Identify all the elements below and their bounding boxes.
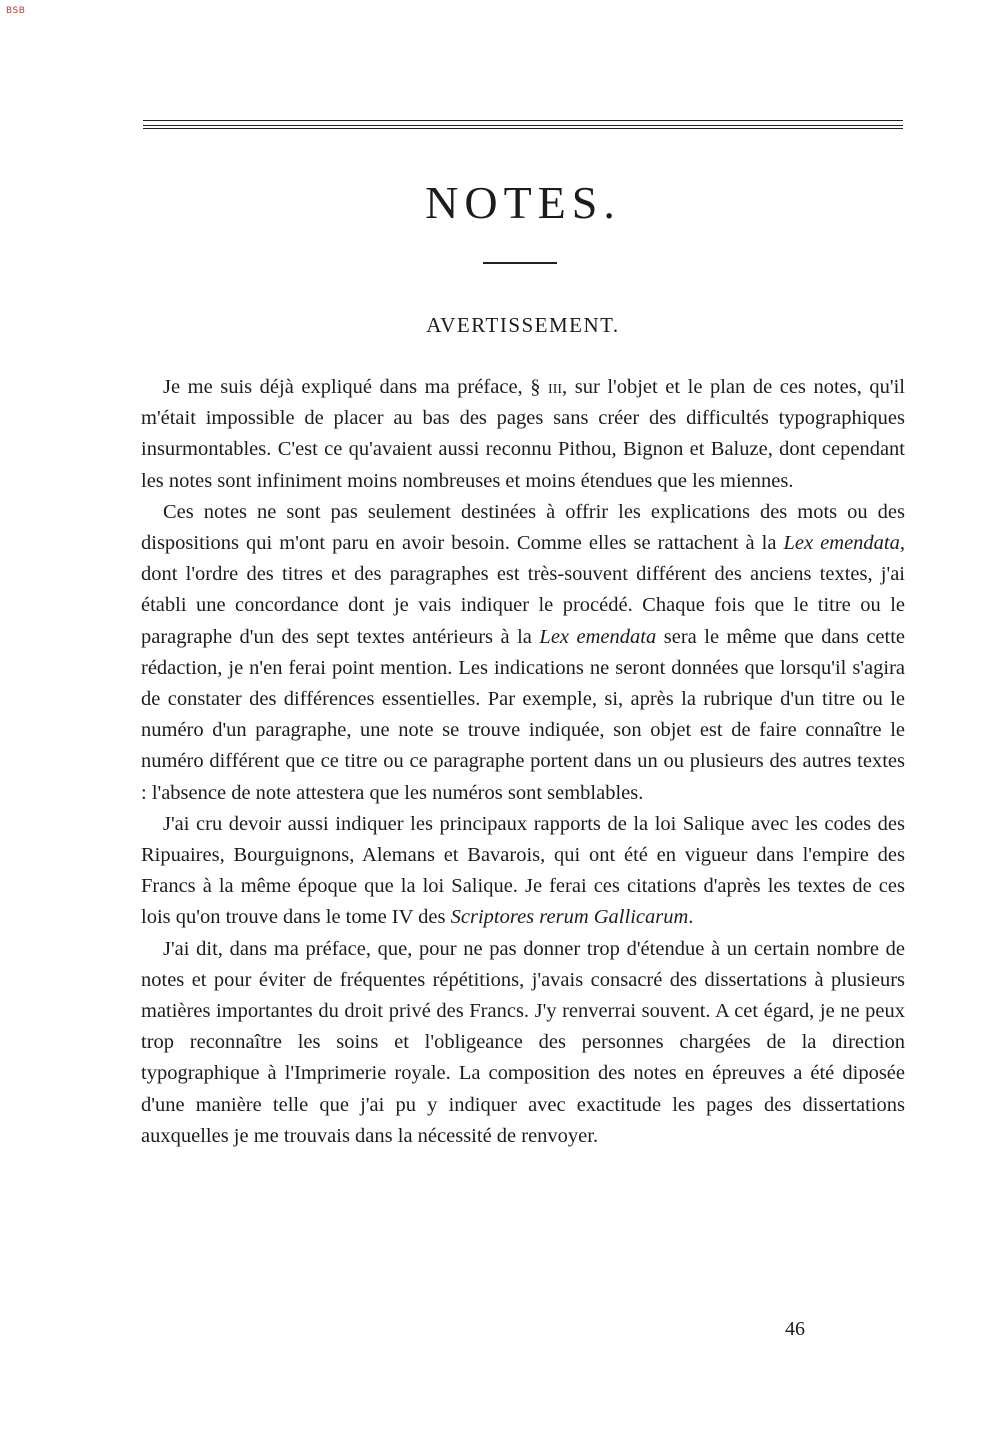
roman-numeral: iii — [548, 376, 563, 398]
text-run: J'ai dit, dans ma préface, que, pour ne pas donner trop d'étendue à un certain nombre de notes et pour éviter de fréquentes répétitions, j'avais consacré des dissertations à plusieurs matières importantes du droit privé des Francs. J'y renverrai souvent. A cet égard, je ne peux trop reconnaître les soins et l'obligeance des personnes chargées de la direction typographique à l'Imprimerie royale. La composition des notes en épreuves a été diposée d'une manière telle que j'ai pu y indiquer avec exactitude les pages des dissertations auxquelles je me trouvais dans la nécessité de renvoyer. — [141, 937, 905, 1147]
italic-title: Scriptores rerum Gallicarum — [450, 906, 689, 929]
text-run: . — [688, 906, 694, 929]
paragraph-3 — [141, 809, 905, 934]
title-rule — [483, 262, 557, 264]
page-number: 46 — [785, 1318, 805, 1340]
paragraph-2 — [141, 497, 905, 809]
top-rule-double — [143, 125, 903, 126]
italic-term: Lex emendata — [539, 625, 657, 648]
text-run: sera le même que dans cette rédaction, je n'en ferai point mention. Les indications ne seront données que lorsqu'il s'agira de constater des différences essentielles. Par exemple, si, après la rubrique d'un titre ou le numéro d'un paragraphe, une note se trouve indiquée, son objet est de faire connaître le numéro différent que ce titre ou ce paragraphe portent dans un ou plusieurs des autres textes : l'absence de note attestera que les numéros sont semblables. — [141, 625, 906, 804]
text-run: , sur l'objet et le plan de ces notes, qu'il m'était impossible de placer au bas des pages sans créer des difficultés typographiques insurmontables. C'est ce qu'avaient aussi reconnu Pithou, Bignon et Baluze, dont cependant les notes sont infiniment moins nombreuses et moins étendues que les miennes. — [141, 376, 905, 492]
text-run: Ces notes ne sont pas seulement destinées à offrir les explications des mots ou des dispositions qui m'ont paru en avoir besoin. Comme elles se rattachent à la — [141, 500, 905, 555]
paragraph-1 — [141, 372, 905, 497]
text-run: J'ai cru devoir aussi indiquer les principaux rapports de la loi Salique avec les codes des Ripuaires, Bourguignons, Alemans et Bavarois, qui ont été en vigueur dans l'empire des Francs à la même époque que la loi Salique. Je ferai ces citations d'après les textes de ces lois qu'on trouve dans le tome IV des — [141, 812, 905, 929]
page-title: NOTES. — [425, 177, 621, 228]
italic-term: Lex emendata, — [783, 532, 905, 555]
text-run: dont l'ordre des titres et des paragraphes est très-souvent différent des anciens textes, j'ai établi une concordance dont je vais indiquer le procédé. Chaque fois que le titre ou le paragraphe d'un des sept textes antérieurs à la — [141, 563, 905, 648]
text-run: Je me suis déjà expliqué dans ma préface, § — [163, 376, 549, 398]
body-text — [141, 372, 905, 1152]
top-rule-triple — [143, 128, 903, 129]
section-heading: AVERTISSEMENT. — [426, 313, 620, 337]
library-mark: BSB — [6, 6, 26, 16]
top-rule — [143, 120, 903, 121]
paragraph-4 — [141, 934, 905, 1152]
